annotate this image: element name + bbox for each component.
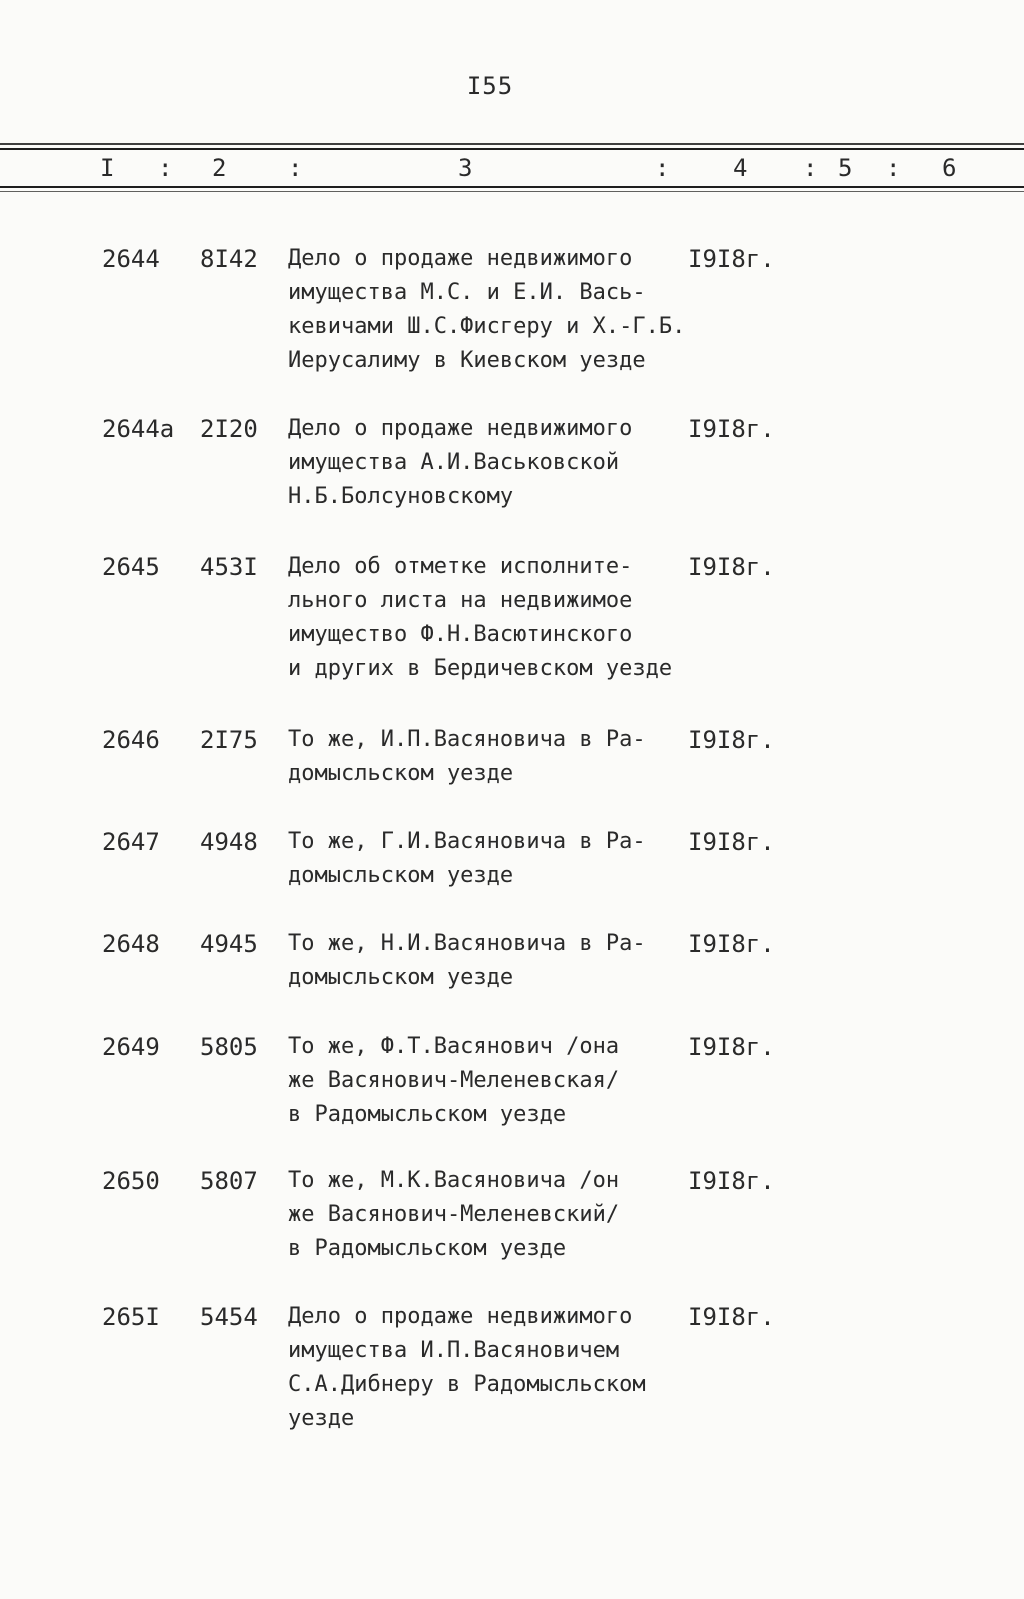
item-code: 2I20 bbox=[200, 415, 258, 443]
description-line: в Радомысльском уезде bbox=[288, 1102, 567, 1127]
item-year: I9I8г. bbox=[688, 1303, 775, 1331]
item-year: I9I8г. bbox=[688, 726, 775, 754]
item-code: 4948 bbox=[200, 828, 258, 856]
item-description bbox=[288, 927, 698, 995]
page-number: I55 bbox=[466, 72, 514, 100]
description-line: же Васянович-Меленевская/ bbox=[288, 1068, 620, 1093]
item-number: 265I bbox=[102, 1303, 160, 1331]
description-line: С.А.Дибнеру в Радомысльском bbox=[288, 1372, 646, 1397]
description-line: домысльском уезде bbox=[288, 863, 514, 888]
item-year: I9I8г. bbox=[688, 1033, 775, 1061]
header-bottom-rule-inner bbox=[0, 191, 1024, 192]
item-number: 2647 bbox=[102, 828, 160, 856]
description-line: То же, Н.И.Васяновича в Ра- bbox=[288, 931, 646, 956]
description-line: и других в Бердичевском уезде bbox=[288, 656, 673, 681]
description-line: уезде bbox=[288, 1406, 355, 1431]
column-header-5: 5 bbox=[838, 154, 853, 182]
item-number: 2648 bbox=[102, 930, 160, 958]
description-line: имущества И.П.Васяновичем bbox=[288, 1338, 620, 1363]
description-line: кевичами Ш.С.Фисгеру и Х.-Г.Б. bbox=[288, 314, 686, 339]
description-line: Дело об отметке исполните- bbox=[288, 554, 633, 579]
description-line: То же, Ф.Т.Васянович /она bbox=[288, 1034, 620, 1059]
item-number: 2649 bbox=[102, 1033, 160, 1061]
item-year: I9I8г. bbox=[688, 415, 775, 443]
description-line: То же, М.К.Васяновича /он bbox=[288, 1168, 620, 1193]
item-number: 2644а bbox=[102, 415, 175, 443]
description-line: льного листа на недвижимое bbox=[288, 588, 633, 613]
description-line: То же, Г.И.Васяновича в Ра- bbox=[288, 829, 646, 854]
description-line: домысльском уезде bbox=[288, 965, 514, 990]
item-description bbox=[288, 242, 698, 378]
item-year: I9I8г. bbox=[688, 1167, 775, 1195]
column-separator: : bbox=[886, 154, 901, 182]
column-separator: : bbox=[158, 154, 173, 182]
description-line: Дело о продаже недвижимого bbox=[288, 246, 633, 271]
item-number: 2645 bbox=[102, 553, 160, 581]
item-number: 2646 bbox=[102, 726, 160, 754]
description-line: имущество Ф.Н.Васютинского bbox=[288, 622, 633, 647]
column-header-row bbox=[0, 152, 1024, 184]
description-line: То же, И.П.Васяновича в Ра- bbox=[288, 727, 646, 752]
item-description bbox=[288, 1164, 698, 1266]
description-line: Н.Б.Болсуновскому bbox=[288, 484, 514, 509]
item-year: I9I8г. bbox=[688, 245, 775, 273]
item-number: 2644 bbox=[102, 245, 160, 273]
item-code: 4945 bbox=[200, 930, 258, 958]
item-code: 2I75 bbox=[200, 726, 258, 754]
description-line: в Радомысльском уезде bbox=[288, 1236, 567, 1261]
item-code: 5454 bbox=[200, 1303, 258, 1331]
item-year: I9I8г. bbox=[688, 828, 775, 856]
item-code: 8I42 bbox=[200, 245, 258, 273]
column-separator: : bbox=[288, 154, 303, 182]
column-header-2: 2 bbox=[212, 154, 227, 182]
column-separator: : bbox=[803, 154, 818, 182]
description-line: Дело о продаже недвижимого bbox=[288, 1304, 633, 1329]
header-top-rule bbox=[0, 143, 1024, 145]
item-number: 2650 bbox=[102, 1167, 160, 1195]
item-year: I9I8г. bbox=[688, 930, 775, 958]
description-line: имущества А.И.Васьковской bbox=[288, 450, 620, 475]
column-header-4: 4 bbox=[733, 154, 748, 182]
description-line: имущества М.С. и Е.И. Вась- bbox=[288, 280, 646, 305]
description-line: Дело о продаже недвижимого bbox=[288, 416, 633, 441]
item-description bbox=[288, 723, 698, 791]
item-description bbox=[288, 1300, 698, 1436]
header-top-rule-inner bbox=[0, 148, 1024, 150]
header-bottom-rule bbox=[0, 186, 1024, 188]
item-year: I9I8г. bbox=[688, 553, 775, 581]
description-line: Иерусалиму в Киевском уезде bbox=[288, 348, 646, 373]
column-header-3: 3 bbox=[458, 154, 473, 182]
item-code: 453I bbox=[200, 553, 258, 581]
item-description bbox=[288, 550, 698, 686]
column-header-6: 6 bbox=[942, 154, 957, 182]
item-description bbox=[288, 1030, 698, 1132]
item-description bbox=[288, 412, 698, 514]
description-line: же Васянович-Меленевский/ bbox=[288, 1202, 620, 1227]
item-code: 5805 bbox=[200, 1033, 258, 1061]
column-separator: : bbox=[655, 154, 670, 182]
column-header-1: I bbox=[100, 154, 115, 182]
description-line: домысльском уезде bbox=[288, 761, 514, 786]
item-description bbox=[288, 825, 698, 893]
item-code: 5807 bbox=[200, 1167, 258, 1195]
